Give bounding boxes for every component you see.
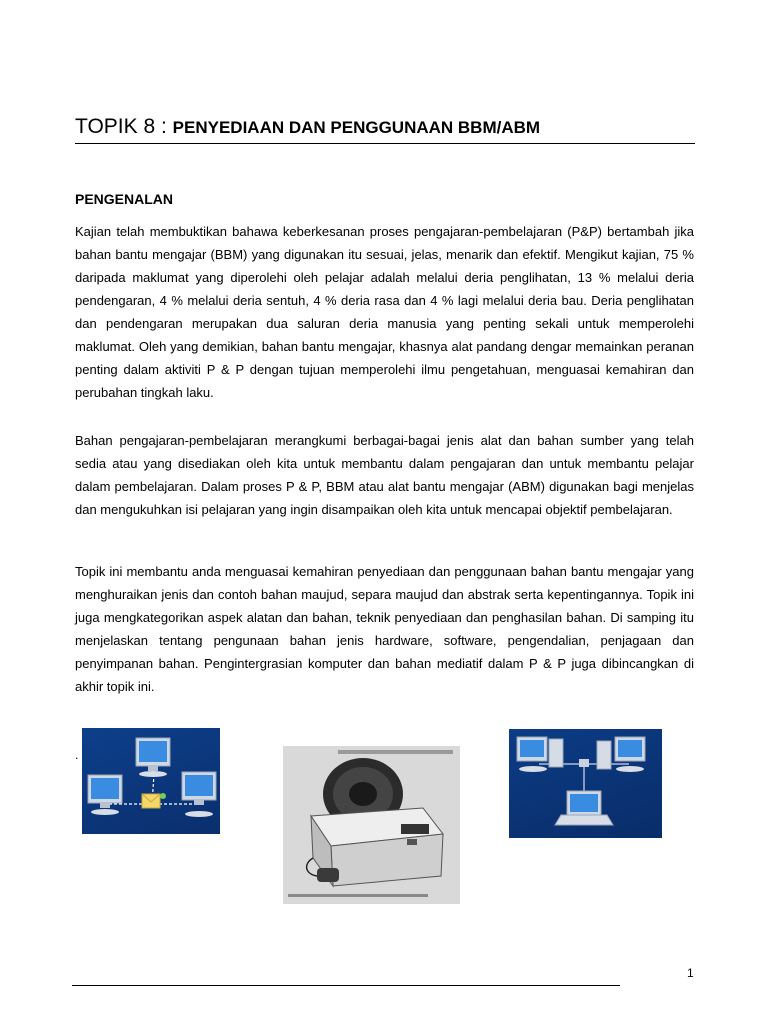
paragraph-topic: Topik ini membantu anda menguasai kemahiran penyediaan dan penggunaan bahan bantu mengajar yang menghuraikan jenis dan contoh bahan maujud, separa maujud dan abstrak serta kepentingannya. Topik ini juga mengkategorikan aspek alatan dan bahan, teknik penyediaan dan penghasilan bahan. Di samping itu menjelaskan tentang pengunaan bahan jenis hardware, software, pengendalian, penjagaan dan penyimpanan bahan. Pengintergrasian komputer dan bahan mediatif dalam P & P juga dibincangkan di akhir topik ini. xyxy=(75,564,694,694)
remote-control-icon xyxy=(317,868,339,882)
monitor-icon xyxy=(136,738,170,777)
title-prefix: TOPIK 8 : xyxy=(75,115,173,138)
email-envelope-icon xyxy=(142,793,166,808)
monitor-icon xyxy=(182,772,216,817)
laptop-icon xyxy=(555,791,613,825)
desktop-computer-icon xyxy=(597,737,645,772)
desktop-computer-icon xyxy=(517,737,563,772)
computer-lan-laptop-image xyxy=(509,729,662,838)
bullet-mark: . xyxy=(75,748,79,762)
monitor-icon xyxy=(88,775,122,815)
page-number: 1 xyxy=(687,966,694,980)
title-main: PENYEDIAAN DAN PENGGUNAAN BBM/ABM xyxy=(172,118,541,137)
page-title xyxy=(75,115,695,144)
paragraph-materials: Bahan pengajaran-pembelajaran merangkumi berbagai-bagai jenis alat dan bahan sumber yang telah sedia atau yang disediakan oleh kita untuk membantu dalam pengajaran dan untuk membantu pelajar dalam pembelajaran. Dalam proses P & P, BBM atau alat bantu mengajar (ABM) digunakan bagi menjelas dan mengukuhkan isi pelajaran yang ingin disampaikan oleh kita untuk mencapai objektif pembelajaran. xyxy=(75,433,694,517)
paragraph-intro: Kajian telah membuktikan bahawa keberkesanan proses pengajaran-pembelajaran (P&P) bertambah jika bahan bantu mengajar (BBM) yang digunakan itu sesuai, jelas, menarik dan efektif. Mengikut kajian, 75 % daripada maklumat yang diperolehi oleh pelajar adalah melalui deria penglihatan, 13 % melalui deria pendengaran, 4 % melalui deria sentuh, 4 % deria rasa dan 4 % lagi melalui deria bau. Deria penglihatan dan pendengaran merupakan dua saluran deria manusia yang penting sekali untuk memperolehi maklumat. Oleh yang demikian, bahan bantu mengajar, khasnya alat pandang dengar memainkan peranan penting dalam aktiviti P & P dengan tujuan memperolehi ilmu pengetahuan, menguasai kemahiran dan perubahan tingkah laku. xyxy=(75,224,694,400)
network-computers-email-image xyxy=(82,728,220,834)
section-heading: PENGENALAN xyxy=(75,191,174,207)
footer-divider xyxy=(72,985,620,986)
slide-projector-photo-image xyxy=(283,746,460,904)
network-hub-icon xyxy=(579,759,589,767)
